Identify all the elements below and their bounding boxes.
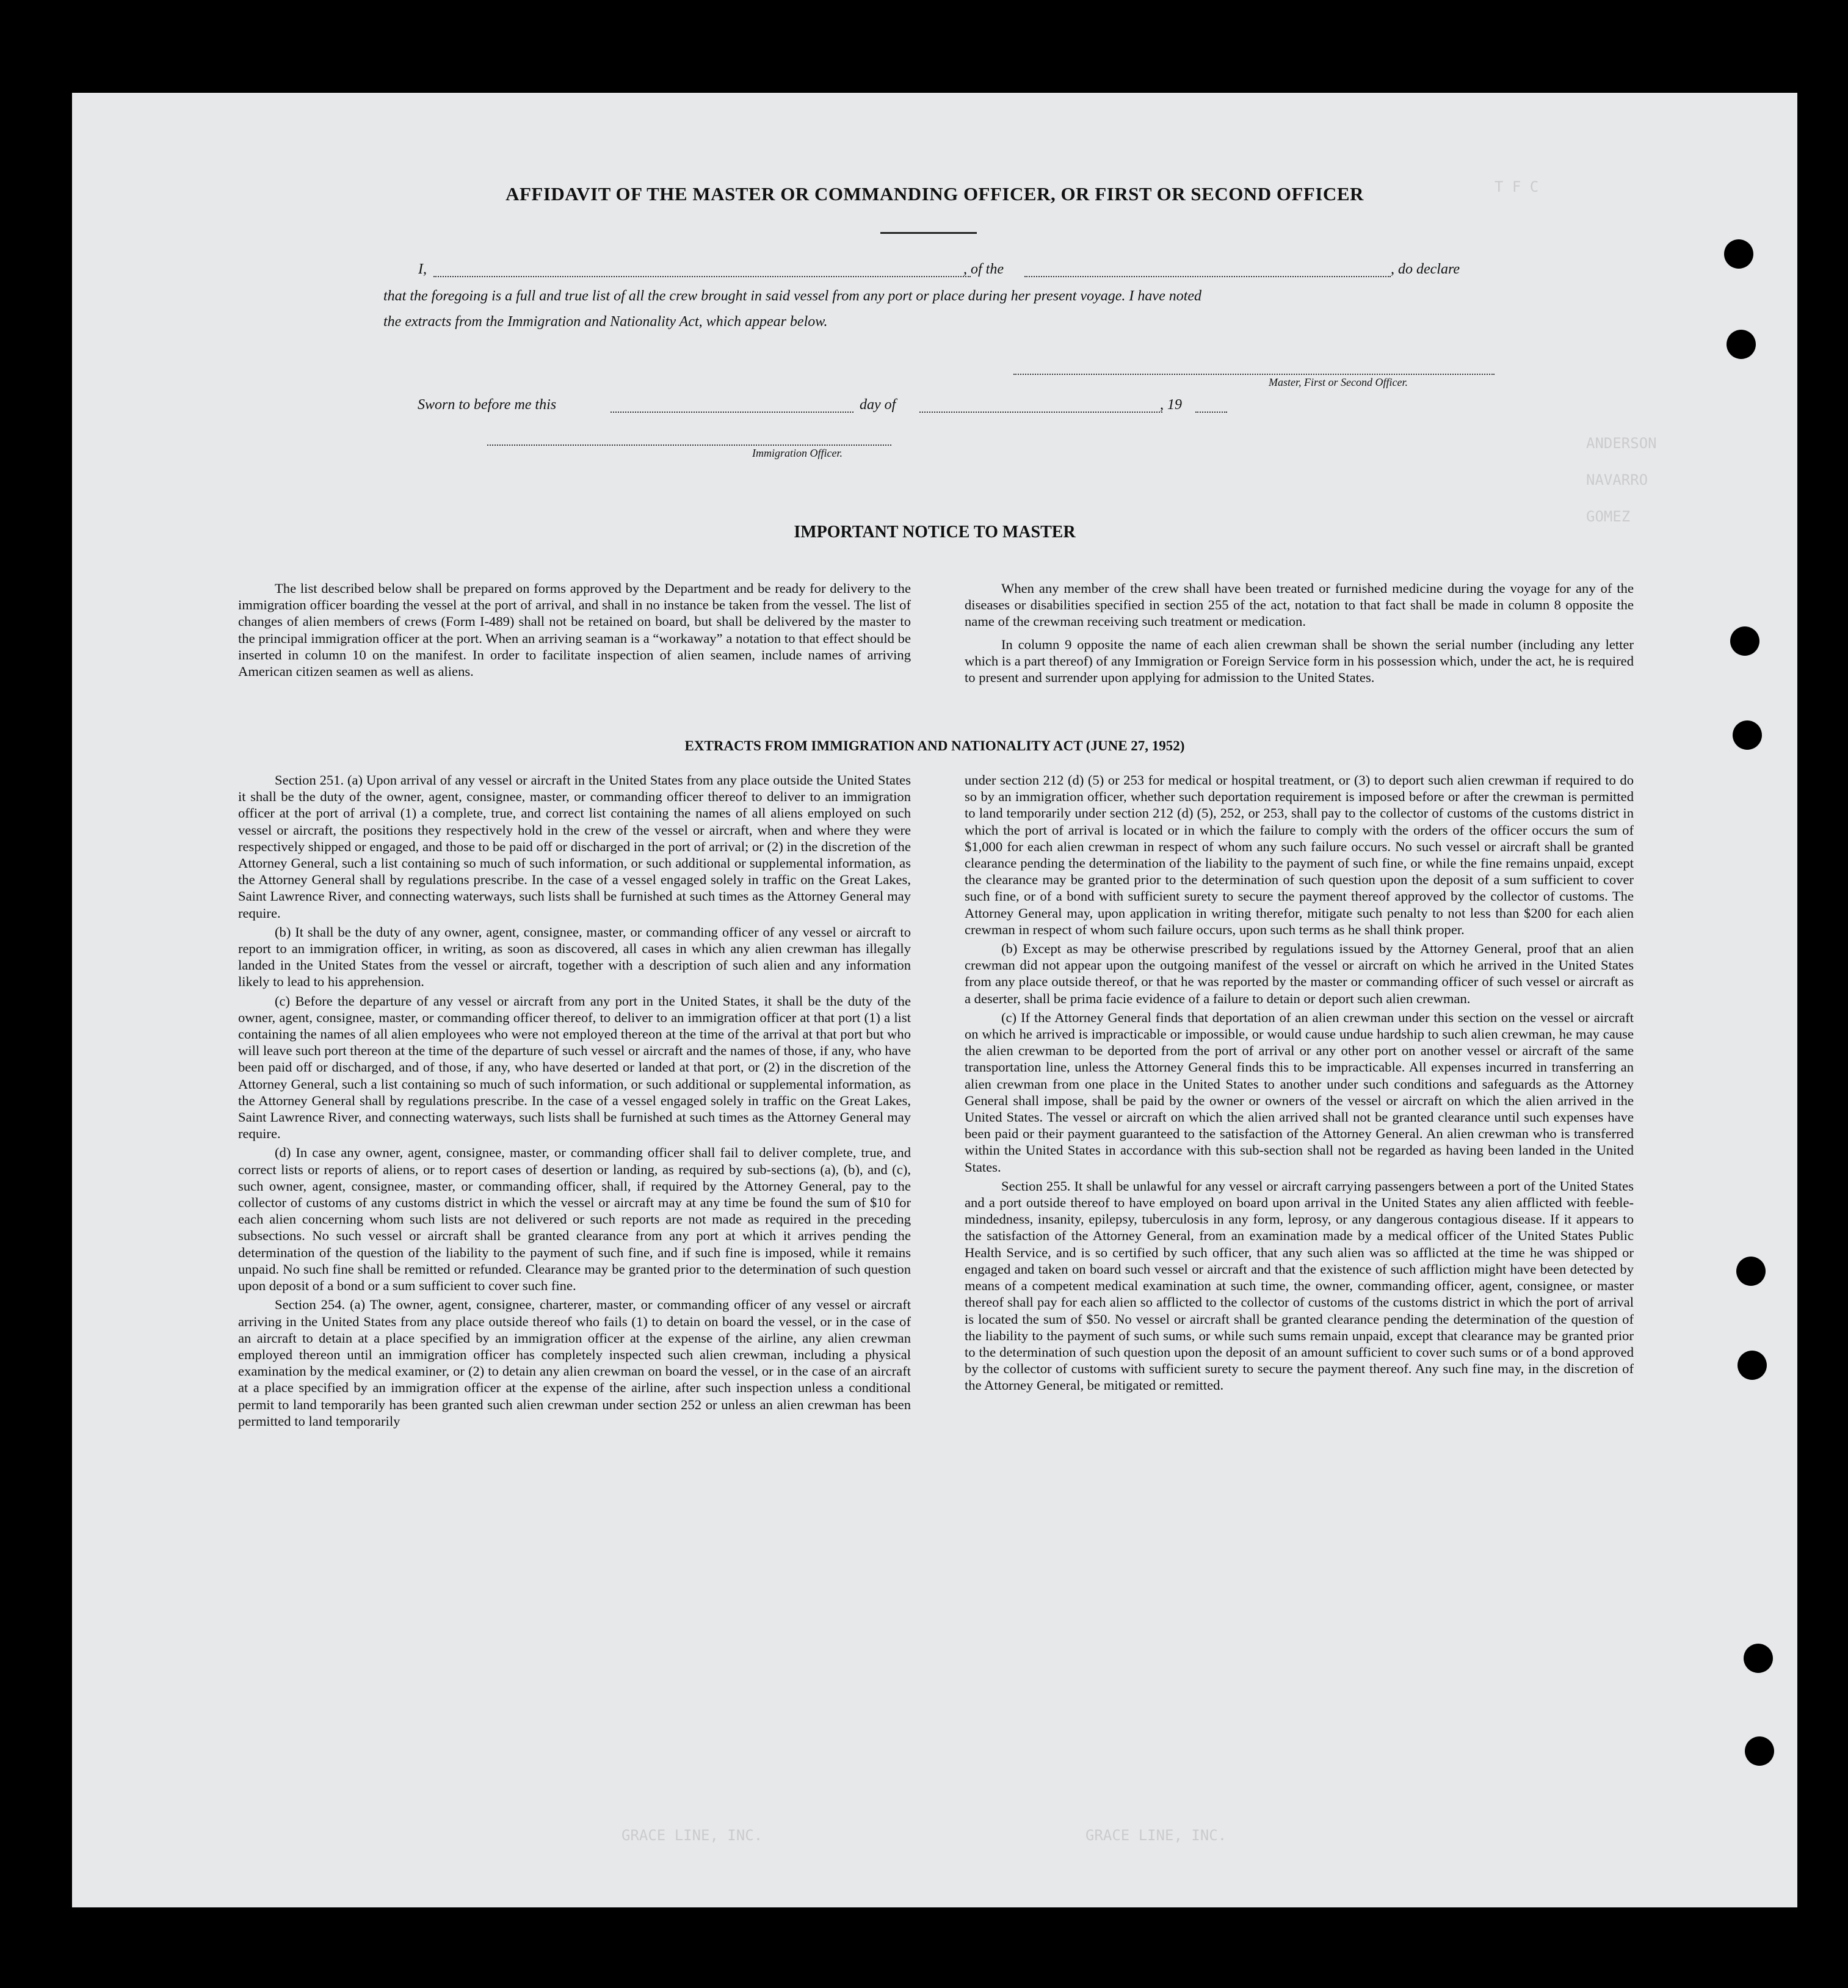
affidavit-statement-line2: the extracts from the Immigration and Nationality Act, which appear below. (383, 314, 828, 330)
bleed-through-mark: GOMEZ (1586, 508, 1631, 525)
vessel-name-field[interactable] (1024, 276, 1391, 277)
bleed-through-mark: ANDERSON (1586, 435, 1657, 452)
do-declare-label: , do declare (1391, 261, 1460, 277)
section-251a: Section 251. (a) Upon arrival of any vessel or aircraft in the United States from any place outside the United States it shall be the duty of the owner, agent, consignee, master, or commanding officer thereof to deliver to an immigration officer at the port of arrival (1) a complete, true, and correct list containing the names of all aliens employed on such vessel or aircraft, the positions they respectively hold in the crew of the vessel or aircraft, when and where they were respectively shipped or engaged, and those to be paid off or discharged in the port of arrival; or (2) in the discretion of the Attorney General, such a list containing so much of such information, or such additional or supplemental information, as the Attorney General shall by regulations prescribe. In the case of a vessel engaged solely in traffic on the Great Lakes, Saint Lawrence River, and connecting waterways, such lists shall be furnished at such times as the Attorney General may require. (238, 772, 911, 921)
section-254c: (c) If the Attorney General finds that deportation of an alien crewman under this section on the vessel or aircraft on which he arrived is impracticable or impossible, or would cause undue hardship to such alien crewman, he may cause the alien crewman to be deported from the port of arrival or any other port on another vessel or aircraft of the same transportation line, unless the Attorney General finds this to be impracticable. All expenses incurred in transferring an alien crewman from one place in the United States to another under such conditions and safeguards as the Attorney General shall impose, shall be paid by the owner or owners of the vessel or aircraft on which the alien arrived in the United States. The vessel or aircraft on which the alien arrived shall not be granted clearance until such expenses have been paid or their payment guaranteed to the satisfaction of the Attorney General. An alien crewman who is transferred within the United States in accordance with this sub-section shall not be regarded as having been landed in the United States. (965, 1009, 1634, 1175)
notice-left-column (238, 580, 911, 682)
extracts-right-column (965, 772, 1634, 1396)
punch-hole (1724, 239, 1753, 269)
notice-right-paragraph-1: When any member of the crew shall have been treated or furnished medicine during the voyage for any of the diseases or disabilities specified in section 255 of the act, notation to that fact shall be made in column 8 opposite the name of the crewman receiving such treatment or medication. (965, 581, 1634, 629)
title-rule (880, 232, 977, 234)
notice-right-paragraph-2: In column 9 opposite the name of each alien crewman shall be shown the serial number (including any letter which is a part thereof) of any Immigration or Foreign Service form in his possession which, under the act, he is required to present and surrender upon applying for admission to the United States. (965, 636, 1634, 686)
notice-right-column (965, 580, 1634, 688)
section-251c: (c) Before the departure of any vessel or aircraft from any port in the United States, it shall be the duty of the owner, agent, consignee, master, or commanding officer thereof, to deliver to an immigration officer at that port (1) a list containing the names of all alien employees who were not employed thereon at the time of the arrival at that port but who will leave such port thereon at the time of the departure of such vessel or aircraft and the names of those, if any, who have been paid off or discharged, and of those, if any, who have deserted or landed at that port, or (2) in the discretion of the Attorney General, such a list containing so much of such information, or such additional or supplemental information, as the Attorney General shall by regulations prescribe. In the case of a vessel engaged solely in traffic on the Great Lakes, Saint Lawrence River, and connecting waterways, such lists shall be furnished at such times as the Attorney General may require. (238, 993, 911, 1142)
bleed-through-mark: GRACE LINE, INC. (621, 1827, 763, 1844)
master-signature-label: Master, First or Second Officer. (1269, 376, 1408, 388)
extracts-title: EXTRACTS FROM IMMIGRATION AND NATIONALITY ACT (JUNE 27, 1952) (684, 738, 1185, 753)
bleed-through-mark: NAVARRO (1586, 471, 1648, 488)
punch-hole (1745, 1736, 1774, 1766)
extracts-left-column (238, 772, 911, 1432)
section-251b: (b) It shall be the duty of any owner, agent, consignee, master, or commanding officer of any vessel or aircraft to report to an immigration officer, in writing, as soon as discovered, all cases in which any alien crewman has illegally landed in the United States from the vessel or aircraft, together with a description of such alien and any information likely to lead to his apprehension. (238, 924, 911, 990)
immigration-officer-label: Immigration Officer. (752, 447, 842, 459)
affidavit-page (72, 93, 1797, 1907)
section-254a: Section 254. (a) The owner, agent, consignee, charterer, master, or commanding officer of any vessel or aircraft arriving in the United States from any place outside thereof who fails (1) to detain on board the vessel, or in the case of an aircraft to detain at a place specified by an immigration officer at the expense of the airline, any alien crewman employed thereon until an immigration officer has completely inspected such alien crewman, including a physical examination by the medical examiner, or (2) to detain any alien crewman on board the vessel, or in the case of an aircraft at a place specified by an immigration officer at the expense of the airline, after such inspection unless a conditional permit to land temporarily has been granted such alien crewman under section 252 or unless an alien crewman has been permitted to land temporarily (238, 1297, 911, 1429)
sworn-day-field[interactable] (611, 412, 853, 413)
immigration-officer-signature-field[interactable] (487, 444, 891, 446)
bleed-through-mark: T F C (1495, 178, 1539, 195)
punch-hole (1737, 1351, 1767, 1380)
day-of-label: day of (860, 397, 896, 413)
master-signature-field[interactable] (1013, 374, 1495, 375)
punch-hole (1744, 1644, 1773, 1673)
sworn-label: Sworn to before me this (418, 397, 557, 413)
affidavit-statement-line1: that the foregoing is a full and true list of all the crew brought in said vessel from any port or place during her present voyage. I have noted (383, 288, 1202, 304)
of-the-label: , of the (963, 261, 1004, 277)
punch-hole (1736, 1257, 1766, 1286)
notice-left-paragraph: The list described below shall be prepared on forms approved by the Department and be ready for delivery to the immigration officer boarding the vessel at the port of arrival, and shall in no instance be taken from the vessel. The list of changes of alien members of crews (Form I-489) shall not be retained on board, but shall be delivered by the master to the principal immigration officer at the port. When an arriving seaman is a “workaway” a notation to that effect should be inserted in column 10 on the manifest. In order to facilitate inspection of alien seamen, include names of arriving American citizen seamen as well as aliens. (238, 581, 911, 680)
section-255: Section 255. It shall be unlawful for any vessel or aircraft carrying passengers between a port of the United States and a port outside thereof to have employed on board upon arrival in the United States any alien afflicted with feeble-mindedness, insanity, epilepsy, tuberculosis in any form, leprosy, or any dangerous contagious disease. If it appears to the satisfaction of the Attorney General, from an examination made by a medical officer of the United States Public Health Service, and is so certified by such officer, that any such alien was so afflicted at the time he was shipped or engaged and taken on board such vessel or aircraft and that the existence of such affliction might have been detected by means of a competent medical examination at such time, the owner, commanding officer, agent, consignee, or master thereof shall pay for each alien so afflicted to the collector of customs of the customs district in which the port of arrival is located the sum of $50. No vessel or aircraft shall be granted clearance pending the determination of the question of the liability to the payment of such sums, or while such sums remain unpaid, except that clearance may be granted prior to the determination of such question upon the deposit of an amount sufficient to cover such sums or of a bond approved by the collector of customs with sufficient surety to secure the payment thereof. Any such fine may, in the discretion of the Attorney General, be mitigated or remitted. (965, 1178, 1634, 1393)
punch-hole (1727, 330, 1756, 359)
declarant-prefix: I, (418, 261, 427, 277)
section-254b: (b) Except as may be otherwise prescribed by regulations issued by the Attorney General, proof that an alien crewman did not appear upon the outgoing manifest of the vessel or aircraft on which he arrived in the United States from any place outside thereof, or that he was reported by the master or commanding officer of such vessel or aircraft as a deserter, shall be prima facie evidence of a failure to detain or deport such alien crewman. (965, 941, 1634, 1006)
sworn-year-field[interactable] (1195, 412, 1227, 413)
bleed-through-mark: GRACE LINE, INC. (1085, 1827, 1227, 1844)
declarant-name-field[interactable] (433, 276, 971, 277)
section-251d: (d) In case any owner, agent, consignee, master, or commanding officer shall fail to deliver complete, true, and correct lists or reports of aliens, or to report cases of desertion or landing, as required by sub-sections (a), (b), and (c), such owner, agent, consignee, master, or commanding officer, shall, if required by the Attorney General, pay to the collector of customs of any customs district in which the vessel or aircraft may at any time be found the sum of $10 for each alien concerning whom such lists are not delivered or such reports are not made as required in the preceding subsections. No such vessel or aircraft shall be granted clearance from any port at which it arrives pending the determination of the question of the liability to the payment of such fine, and if such fine is imposed, while it remains unpaid. No such fine shall be remitted or refunded. Clearance may be granted prior to the determination of such question upon deposit of a bond or a sum sufficient to cover such fine. (238, 1145, 911, 1294)
affidavit-title: AFFIDAVIT OF THE MASTER OR COMMANDING OFFICER, OR FIRST OR SECOND OFFICER (505, 183, 1364, 205)
year-label: , 19 (1160, 397, 1182, 413)
notice-title: IMPORTANT NOTICE TO MASTER (794, 523, 1076, 542)
sworn-month-field[interactable] (919, 412, 1162, 413)
punch-hole (1730, 626, 1759, 656)
section-254a-continued: under section 212 (d) (5) or 253 for medical or hospital treatment, or (3) to deport such alien crewman if required to do so by an immigration officer, whether such deportation requirement is imposed before or after the crewman is permitted to land temporarily under section 212 (d) (5), 252, or 253, shall pay to the collector of customs of the customs district in which the port of arrival is located or in which the failure to comply with the orders of the officer occurs the sum of $1,000 for each alien crewman in respect of whom any such failure occurs. No such vessel or aircraft shall be granted clearance pending the determination of the liability to the payment of such fine, or while the fine remains unpaid, except the clearance may be granted prior to the determination of such question upon the deposit of a sum sufficient to cover such fine, or of a bond with sufficient surety to secure the payment thereof approved by the collector of customs. The Attorney General may, upon application in writing therefor, mitigate such penalty to not less than $200 for each alien crewman in respect of whom such failure occurs, upon such terms as he shall think proper. (965, 772, 1634, 937)
